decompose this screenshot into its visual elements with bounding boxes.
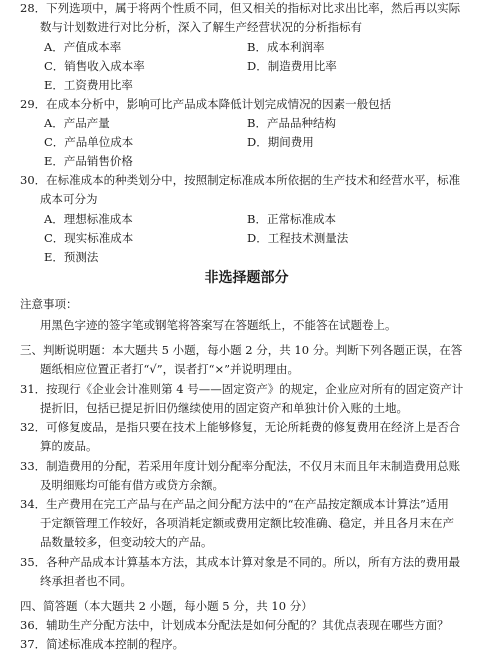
q29-option-a: A．产品产量 <box>44 116 110 130</box>
judge-heading-line-1: 三、判断说明题：本大题共 5 小题，每小题 2 分，共 10 分。判断下列各题正误，在答 <box>20 343 463 357</box>
short-answer-heading: 四、简答题（本大题共 2 小题，每小题 5 分，共 10 分） <box>20 599 313 613</box>
q29-option-c: C．产品单位成本 <box>44 135 134 149</box>
q30-option-e: E．预测法 <box>44 250 99 264</box>
q30-option-b: B．正常标准成本 <box>247 212 336 226</box>
question-35-line-1: 35．各种产品成本计算基本方法，其成本计算对象是不同的。所以，所有方法的费用最 <box>20 555 461 569</box>
q28-option-a: A．产值成本率 <box>44 40 122 54</box>
question-34-line-1: 34．生产费用在完工产品与在产品之间分配方法中的“在产品按定额成本计算法”适用 <box>20 497 449 511</box>
question-32-line-1: 32．可修复废品，是指只要在技术上能够修复，无论所耗费的修复费用在经济上是否合 <box>20 420 461 434</box>
q30-option-a: A．理想标准成本 <box>44 212 133 226</box>
question-32-line-2: 算的废品。 <box>40 439 98 453</box>
q28-option-d: D．制造费用比率 <box>247 59 337 73</box>
question-34-line-2: 于定额管理工作较好，各项消耗定额或费用定额比较准确、稳定，并且各月末在产 <box>40 516 454 530</box>
question-28-line-1: 28．下列选项中，属于将两个性质不同，但又相关的指标对比求出比率，然后再以实际 <box>20 1 461 15</box>
question-30-line-2: 成本可分为 <box>40 192 98 206</box>
q30-option-d: D．工程技术测量法 <box>247 231 349 245</box>
question-30-line-1: 30．在标准成本的种类划分中，按照制定标准成本所依据的生产技术和经营水平，标准 <box>20 173 461 187</box>
q28-option-b: B．成本利润率 <box>247 40 325 54</box>
notice-text: 用黑色字迹的签字笔或钢笔将答案写在答题纸上，不能答在试题卷上。 <box>40 318 397 332</box>
judge-heading-line-2: 题纸相应位置正者打“√”，误者打“×”并说明理由。 <box>40 362 299 376</box>
question-29-line-1: 29．在成本分析中，影响可比产品成本降低计划完成情况的因素一般包括 <box>20 97 392 111</box>
section-title: 非选择题部分 <box>204 270 289 286</box>
q29-option-d: D．期间费用 <box>247 135 314 149</box>
q30-option-c: C．现实标准成本 <box>44 231 134 245</box>
question-33-line-2: 及明细账均可能有借方或贷方余额。 <box>40 478 224 492</box>
question-33-line-1: 33．制造费用的分配，若采用年度计划分配率分配法，不仅月末而且年末制造费用总账 <box>20 459 461 473</box>
question-31-line-2: 提折旧，包括已提足折旧仍继续使用的固定资产和单独计价入账的土地。 <box>40 401 408 415</box>
notice-heading: 注意事项： <box>20 297 78 311</box>
question-36: 36．辅助生产分配方法中，计划成本分配法是如何分配的？其优点表现在哪些方面？ <box>20 618 449 632</box>
question-31-line-1: 31．按现行《企业会计准则第 4 号——固定资产》的规定，企业应对所有的固定资产计 <box>20 382 464 396</box>
q29-option-e: E．产品销售价格 <box>44 154 133 168</box>
question-35-line-2: 终承担者也不同。 <box>40 574 132 588</box>
question-28-line-2: 数与计划数进行对比分析，深入了解生产经营状况的分析指标有 <box>40 20 362 34</box>
question-37: 37．简述标准成本控制的程序。 <box>20 637 185 651</box>
question-34-line-3: 品数量较多，但变动较大的产品。 <box>40 535 213 549</box>
q29-option-b: B．产品品种结构 <box>247 116 336 130</box>
q28-option-e: E．工资费用比率 <box>44 78 133 92</box>
q28-option-c: C．销售收入成本率 <box>44 59 145 73</box>
